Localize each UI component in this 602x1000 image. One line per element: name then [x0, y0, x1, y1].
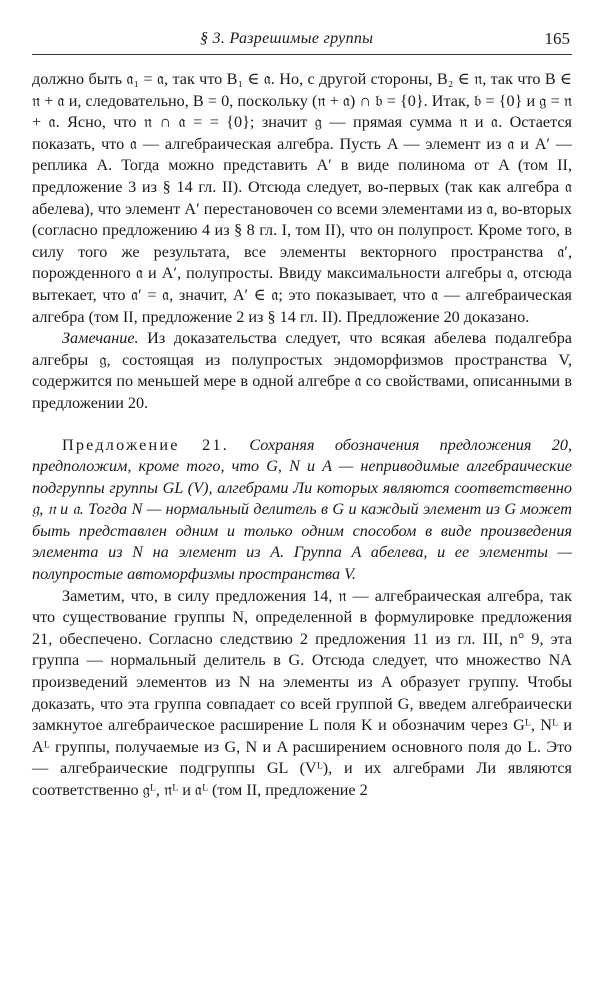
remark-title: Замечание.	[62, 329, 139, 348]
paragraph-proof-end: должно быть 𝔞₁ = 𝔞, так что B₁ ∈ 𝔞. Но, с другой стороны, B₂ ∈ 𝔫, так что B ∈ 𝔫 + 𝔞 и, следовательно, B = 0, поскольку (𝔫 + 𝔞) ∩ 𝔟 = {0}. Итак, 𝔟 = {0} и 𝔤 = 𝔫 + 𝔞. Ясно, что 𝔫 ∩ 𝔞 = = {0}; значит 𝔤 — прямая сумма 𝔫 и 𝔞. Остается показать, что 𝔞 — алгебраическая алгебра. Пусть A — элемент из 𝔞 и A′ — реплика A. Тогда можно представить A′ в виде полинома от A (том II, предложение 3 из § 14 гл. II). Отсюда следует, во-первых (так как алгебра 𝔞 абелева), что элемент A′ перестановочен со всеми элементами из 𝔞, во-вторых (согласно предложению 4 из § 8 гл. I, том II), что он полупрост. Кроме того, в силу того же результата, все элементы векторного пространства 𝔞′, порожденного 𝔞 и A′, полупросты. Ввиду максимальности алгебры 𝔞, отсюда вытекает, что 𝔞′ = 𝔞, значит, A′ ∈ 𝔞; это показывает, что 𝔞 — алгебраическая алгебра (том II, предложение 2 из § 14 гл. II). Предложение 20 доказано.	[32, 70, 572, 326]
proposition-title: Предложение 21.	[62, 435, 230, 454]
section-title: § 3. Разрешимые группы	[200, 30, 374, 47]
body-text	[32, 69, 572, 802]
paragraph-proof-start: Заметим, что, в силу предложения 14, 𝔫 — алгебраическая алгебра, так что существование группы N, определенной в формулировке предложения 21, обеспечено. Согласно следствию 2 предложения 11 из гл. III, n° 9, эта группа — нормальный делитель в G. Отсюда следует, что множество NA произведений элементов из N на элементы из A образует группу. Чтобы доказать, что эта группа совпадает со всей группой G, введем алгебраически замкнутое алгебраическое расширение L поля K и обозначим через Gᴸ, Nᴸ и Aᴸ группы, получаемые из G, N и A расширением основного поля до L. Это — алгебраические подгруппы GL (Vᴸ), и их алгебрами Ли являются соответственно 𝔤ᴸ, 𝔫ᴸ и 𝔞ᴸ (том II, предложение 2	[32, 586, 572, 799]
paragraph-proposition-21	[32, 435, 572, 586]
proposition-text: Сохраняя обозначения предложения 20, предположим, кроме того, что G, N и A — неприводимые алгебраические подгруппы группы GL (V), алгебрами Ли которых являются соответственно 𝔤, 𝔫 и 𝔞. Тогда N — нормальный делитель в G и каждый элемент из G может быть представлен одним и только одним способом в виде произведения элемента из N на элемент из A. Группа A абелева, и ее элементы — полупростые автоморфизмы пространства V.	[32, 435, 572, 584]
page-number: 165	[544, 29, 570, 48]
paragraph-remark	[32, 328, 572, 414]
remark-text: Из доказательства следует, что всякая абелева подалгебра алгебры 𝔤, состоящая из полупростых эндоморфизмов пространства V, содержится по меньшей мере в одной алгебре 𝔞 со свойствами, описанными в предложении 20.	[32, 329, 572, 412]
book-page	[32, 28, 572, 802]
running-header	[32, 28, 572, 55]
